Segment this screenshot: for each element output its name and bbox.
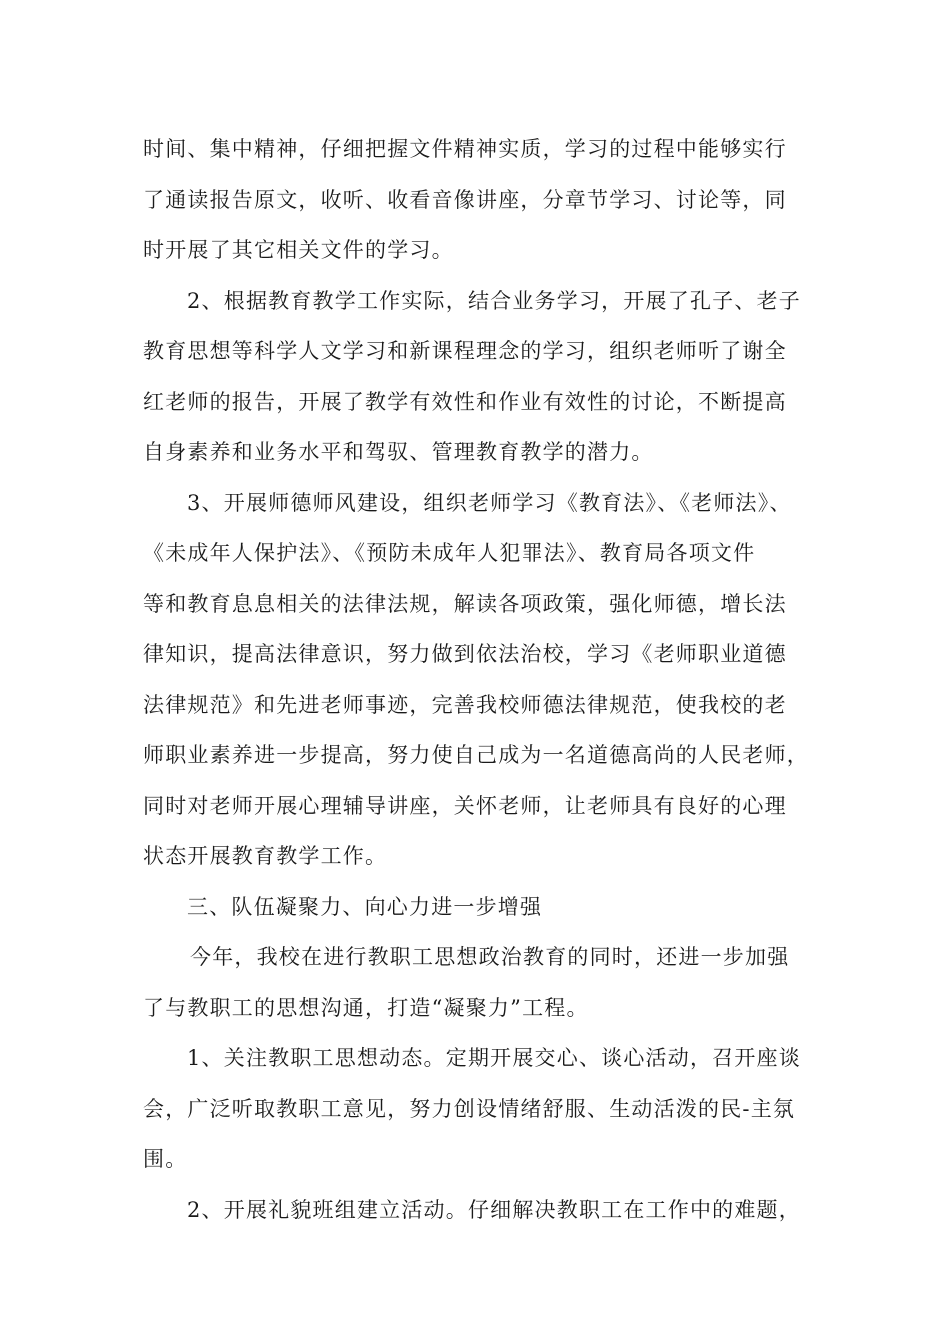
text-line: 《未成年人保护法》、《预防未成年人犯罪法》、教育局各项文件 — [143, 541, 756, 565]
text-line: 红老师的报告，开展了教学有效性和作业有效性的讨论，不断提高 — [143, 390, 787, 414]
text-line: 等和教育息息相关的法律法规，解读各项政策，强化师德，增长法 — [143, 592, 787, 616]
text-line: 师职业素养进一步提高，努力使自己成为一名道德高尚的人民老师， — [143, 743, 809, 767]
text-line: 会，广泛听取教职工意见，努力创设情绪舒服、生动活泼的民-主氛 — [143, 1097, 796, 1121]
text-line: 律知识，提高法律意识，努力做到依法治校，学习《老师职业道德 — [143, 642, 787, 666]
paragraph-first-line: 2、根据教育教学工作实际，结合业务学习，开展了孔子、老子 — [187, 289, 801, 313]
text-line: 时间、集中精神，仔细把握文件精神实质，学习的过程中能够实行 — [143, 137, 787, 161]
paragraph-first-line: 2、开展礼貌班组建立活动。仔细解决教职工在工作中的难题， — [187, 1198, 801, 1222]
text-line: 同时对老师开展心理辅导讲座，关怀老师，让老师具有良好的心理 — [143, 794, 787, 818]
text-line: 了与教职工的思想沟通，打造“凝聚力”工程。 — [143, 996, 589, 1020]
text-line: 围。 — [143, 1147, 188, 1171]
paragraph-first-line: 1、关注教职工思想动态。定期开展交心、谈心活动，召开座谈 — [187, 1046, 801, 1070]
paragraph-first-line: 今年，我校在进行教职工思想政治教育的同时，还进一步加强 — [190, 945, 790, 969]
text-line: 了通读报告原文，收听、收看音像讲座，分章节学习、讨论等，同 — [143, 188, 787, 212]
text-line: 教育思想等科学人文学习和新课程理念的学习，组织老师听了谢全 — [143, 339, 787, 363]
text-line: 时开展了其它相关文件的学习。 — [143, 238, 454, 262]
section-heading: 三、队伍凝聚力、向心力进一步增强 — [187, 895, 543, 919]
paragraph-first-line: 3、开展师德师风建设，组织老师学习《教育法》、《老师法》、 — [187, 491, 792, 515]
text-line: 状态开展教育教学工作。 — [143, 844, 388, 868]
text-line: 自身素养和业务水平和驾驭、管理教育教学的潜力。 — [143, 440, 654, 464]
text-line: 法律规范》和先进老师事迹，完善我校师德法律规范，使我校的老 — [143, 693, 787, 717]
